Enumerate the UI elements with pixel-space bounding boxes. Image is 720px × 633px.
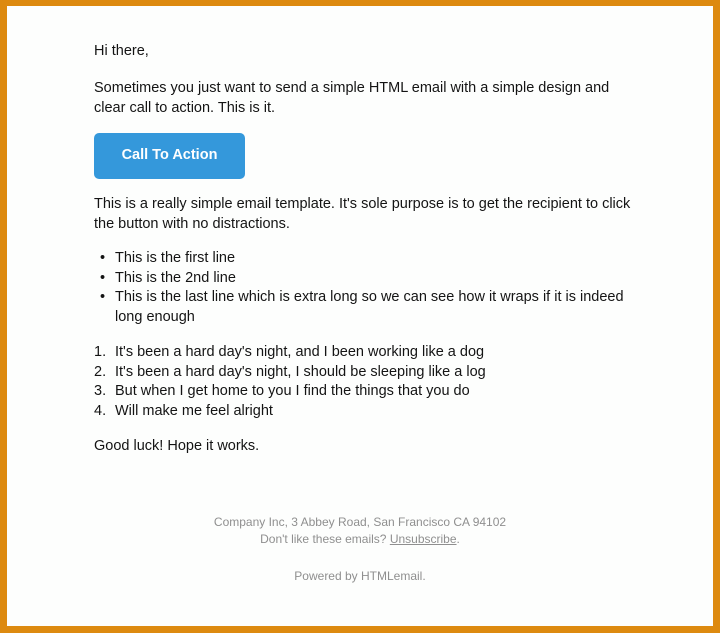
closing-text: Good luck! Hope it works.: [94, 438, 260, 454]
numbered-item-text: It's been a hard day's night, and I been working like a dog: [115, 344, 485, 360]
list-number: 3.: [94, 383, 107, 400]
numbered-item-text: Will make me feel alright: [115, 402, 273, 419]
powered-by: [7, 568, 713, 584]
bullet-item: • This is the 2nd line: [94, 269, 634, 289]
numbered-item: [94, 402, 634, 422]
email-body: [7, 6, 713, 626]
description-text: This is a really simple email template. It's sole purpose is to get the recipient to click the button with no distractions.: [94, 196, 631, 232]
numbered-item: [94, 382, 634, 402]
unsubscribe-suffix: .: [456, 532, 460, 546]
bullet-item: • This is the last line which is extra long so we can see how it wraps if it is indeed long enough: [94, 288, 634, 327]
footer-address: Company Inc, 3 Abbey Road, San Francisco CA 94102: [213, 515, 507, 529]
powered-by-text: Powered by HTMLemail.: [294, 569, 426, 583]
numbered-item: [94, 343, 634, 363]
unsubscribe-prefix: Don't like these emails?: [260, 532, 387, 546]
intro-text: Sometimes you just want to send a simple HTML email with a simple design and clear call to action. This is it.: [94, 80, 610, 116]
list-number: 1.: [94, 344, 107, 360]
greeting-text: Hi there,: [94, 43, 149, 59]
numbered-item-text: But when I get home to you I find the things that you do: [115, 383, 470, 400]
bullet-item: • This is the first line: [94, 249, 634, 269]
list-number: 2.: [94, 363, 107, 380]
bullet-list: [94, 249, 634, 327]
call-to-action-button[interactable]: Call To Action: [94, 133, 245, 179]
list-number: 4.: [94, 402, 107, 419]
numbered-list: [94, 343, 634, 421]
unsubscribe-link[interactable]: Unsubscribe: [389, 532, 457, 546]
footer-unsubscribe: [7, 531, 713, 547]
numbered-item-text: It's been a hard day's night, I should be sleeping like a log: [115, 363, 486, 380]
numbered-item: [94, 363, 634, 383]
